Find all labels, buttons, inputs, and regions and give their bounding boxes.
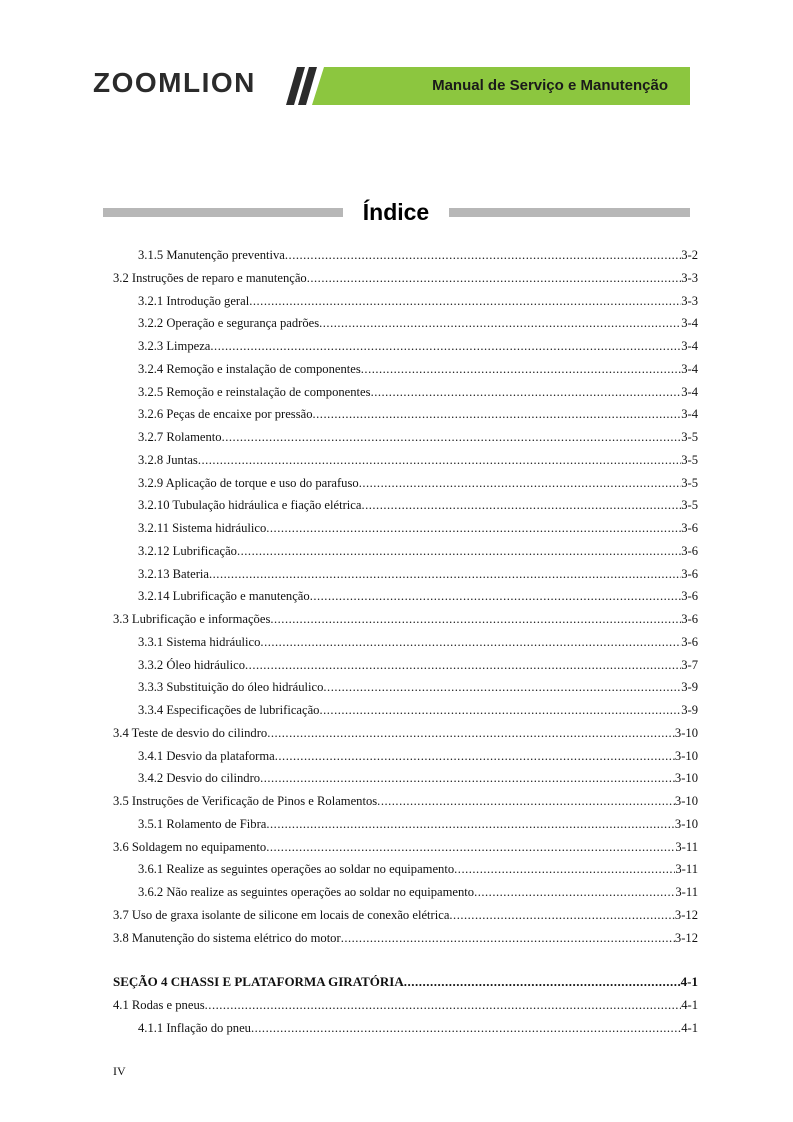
- toc-leader-dots: [205, 994, 682, 1017]
- toc-leader-dots: [319, 699, 681, 722]
- toc-leader-dots: [361, 494, 681, 517]
- toc-entry-page: 3-6: [681, 566, 698, 581]
- toc-entry-label: 3.2.9 Aplicação de torque e uso do parafuso: [138, 475, 359, 490]
- toc-entry[interactable]: [113, 858, 698, 881]
- toc-leader-dots: [245, 654, 681, 677]
- toc-leader-dots: [361, 358, 681, 381]
- toc-leader-dots: [285, 244, 681, 267]
- toc-entry-page: 3-9: [681, 680, 698, 695]
- toc-entry-page: 3-5: [681, 498, 698, 513]
- toc-entry-label: 3.1.5 Manutenção preventiva: [138, 248, 285, 262]
- toc-entry[interactable]: [113, 244, 698, 267]
- toc-entry[interactable]: [113, 631, 698, 654]
- toc-leader-dots: [275, 745, 675, 768]
- toc-entry[interactable]: [113, 676, 698, 699]
- toc-leader-dots: [222, 426, 682, 449]
- toc-leader-dots: [266, 517, 681, 540]
- toc-entry-page: 3-9: [681, 703, 698, 717]
- toc-entry[interactable]: [113, 472, 698, 495]
- toc-entry[interactable]: [113, 971, 698, 994]
- toc-entry-label: 3.2 Instruções de reparo e manutenção: [113, 270, 307, 285]
- heading-rule-right: [449, 208, 690, 217]
- toc-entry-page: 3-5: [681, 430, 698, 444]
- toc-leader-dots: [260, 631, 681, 654]
- toc-entry[interactable]: [113, 699, 698, 722]
- toc-entry-label: 3.3.2 Óleo hidráulico: [138, 657, 246, 672]
- toc-entry-label: 3.2.6 Peças de encaixe por pressão: [138, 407, 313, 422]
- toc-entry-label: 3.2.4 Remoção e instalação de componentes: [138, 361, 361, 376]
- toc-entry[interactable]: [113, 722, 698, 745]
- toc-entry-label: 4.1.1 Inflação do pneu: [138, 1020, 251, 1035]
- toc-entry-page: 3-12: [674, 907, 698, 922]
- toc-entry-page: 3-10: [674, 816, 698, 831]
- toc-entry-page: 4-1: [681, 998, 698, 1012]
- toc-leader-dots: [319, 312, 681, 335]
- page-number: IV: [113, 1064, 126, 1078]
- page-title: Índice: [362, 199, 430, 225]
- toc-entry[interactable]: [113, 836, 698, 859]
- toc-entry[interactable]: [113, 358, 698, 381]
- toc-entry-label: 3.2.5 Remoção e reinstalação de componentes: [138, 384, 371, 399]
- toc-leader-dots: [209, 563, 681, 586]
- table-of-contents: [113, 244, 698, 1040]
- toc-entry-page: 3-6: [681, 543, 698, 558]
- toc-entry-label: 3.3.4 Especificações de lubrificação: [138, 703, 320, 717]
- toc-entry-label: 3.5 Instruções de Verificação de Pinos e Rolamentos: [113, 794, 378, 808]
- toc-entry[interactable]: [113, 585, 698, 608]
- toc-entry-label: 3.2.13 Bateria: [138, 566, 209, 581]
- toc-entry-page: 3-4: [681, 361, 698, 376]
- toc-entry-label: 3.3.3 Substituição do óleo hidráulico: [138, 680, 324, 695]
- toc-entry-page: 3-3: [681, 293, 698, 308]
- toc-entry[interactable]: [113, 904, 698, 927]
- toc-entry[interactable]: [113, 767, 698, 790]
- manual-title: Manual de Serviço e Manutenção: [432, 77, 668, 94]
- toc-entry-label: 3.2.14 Lubrificação e manutenção: [138, 589, 310, 604]
- toc-leader-dots: [210, 335, 681, 358]
- toc-entry[interactable]: [113, 540, 698, 563]
- toc-entry[interactable]: [113, 312, 698, 335]
- toc-leader-dots: [454, 858, 675, 881]
- toc-entry[interactable]: [113, 994, 698, 1017]
- toc-leader-dots: [251, 1017, 681, 1040]
- toc-entry[interactable]: [113, 267, 698, 290]
- toc-entry[interactable]: [113, 403, 698, 426]
- toc-leader-dots: [307, 267, 681, 290]
- toc-leader-dots: [310, 585, 682, 608]
- toc-entry-page: 3-6: [681, 612, 698, 626]
- toc-entry-page: 3-10: [674, 748, 698, 763]
- zoomlion-logo: ZOOMLION: [93, 67, 256, 98]
- toc-entry-label: 3.4.2 Desvio do cilindro: [138, 771, 261, 786]
- toc-entry[interactable]: [113, 745, 698, 768]
- toc-entry[interactable]: [113, 813, 698, 836]
- toc-entry-page: 3-11: [675, 862, 698, 877]
- toc-entry[interactable]: [113, 881, 698, 904]
- toc-entry-label: 3.2.2 Operação e segurança padrões: [138, 316, 320, 331]
- toc-entry-label: 3.2.3 Limpeza: [138, 339, 211, 353]
- toc-leader-dots: [313, 403, 682, 426]
- toc-entry-page: 3-12: [674, 930, 698, 945]
- toc-entry[interactable]: [113, 426, 698, 449]
- toc-entry[interactable]: [113, 563, 698, 586]
- toc-leader-dots: [266, 813, 675, 836]
- toc-entry[interactable]: [113, 381, 698, 404]
- toc-entry-label: 3.2.7 Rolamento: [138, 430, 222, 444]
- toc-leader-dots: [267, 722, 675, 745]
- toc-entry-label: 3.4 Teste de desvio do cilindro: [113, 725, 268, 740]
- toc-entry[interactable]: [113, 335, 698, 358]
- toc-entry-page: 3-10: [674, 794, 698, 808]
- toc-entry-label: 3.3 Lubrificação e informações: [113, 612, 271, 626]
- toc-entry[interactable]: [113, 1017, 698, 1040]
- page-header: [90, 67, 690, 105]
- toc-entry-page: 3-2: [681, 248, 698, 262]
- index-heading: [103, 198, 690, 228]
- toc-entry-label: 3.2.12 Lubrificação: [138, 543, 237, 558]
- toc-entry-label: 3.8 Manutenção do sistema elétrico do motor: [113, 930, 341, 945]
- toc-entry-label: 3.6.2 Não realize as seguintes operações ao soldar no equipamento: [138, 885, 475, 899]
- toc-leader-dots: [359, 472, 682, 495]
- toc-entry-label: SEÇÃO 4 CHASSI E PLATAFORMA GIRATÓRIA: [113, 974, 404, 990]
- toc-leader-dots: [474, 881, 675, 904]
- toc-entry[interactable]: [113, 517, 698, 540]
- toc-entry[interactable]: [113, 790, 698, 813]
- toc-leader-dots: [449, 904, 675, 927]
- toc-entry[interactable]: [113, 449, 698, 472]
- toc-leader-dots: [371, 381, 682, 404]
- heading-rule-left: [103, 208, 343, 217]
- toc-entry-page: 3-4: [681, 384, 698, 399]
- toc-entry-page: 3-10: [674, 725, 698, 740]
- toc-entry[interactable]: [113, 927, 698, 950]
- toc-entry-page: 3-6: [681, 589, 698, 604]
- toc-entry-page: 3-11: [675, 839, 698, 854]
- toc-entry-label: 3.2.10 Tubulação hidráulica e fiação elétrica: [138, 498, 362, 513]
- toc-leader-dots: [323, 676, 681, 699]
- toc-entry-label: 3.2.1 Introdução geral: [138, 293, 250, 308]
- toc-entry-label: 3.2.11 Sistema hidráulico: [138, 521, 267, 535]
- toc-leader-dots: [198, 449, 681, 472]
- toc-entry-label: 3.5.1 Rolamento de Fibra: [138, 816, 267, 831]
- toc-leader-dots: [404, 971, 681, 994]
- toc-entry[interactable]: [113, 654, 698, 677]
- toc-entry-label: 4.1 Rodas e pneus: [113, 998, 205, 1012]
- toc-entry-label: 3.6 Soldagem no equipamento: [113, 839, 267, 854]
- toc-entry[interactable]: [113, 290, 698, 313]
- toc-entry-page: 3-5: [681, 475, 698, 490]
- toc-entry-page: 3-6: [681, 634, 698, 649]
- toc-entry[interactable]: [113, 608, 698, 631]
- toc-leader-dots: [237, 540, 681, 563]
- toc-entry-label: 3.6.1 Realize as seguintes operações ao soldar no equipamento: [138, 862, 455, 877]
- toc-entry-page: 3-11: [675, 885, 698, 899]
- toc-leader-dots: [270, 608, 681, 631]
- toc-entry-page: 3-5: [681, 452, 698, 467]
- toc-leader-dots: [260, 767, 675, 790]
- toc-entry-label: 3.4.1 Desvio da plataforma: [138, 748, 275, 763]
- toc-entry-page: 3-4: [681, 339, 698, 353]
- toc-entry-page: 3-7: [681, 657, 698, 672]
- toc-leader-dots: [249, 290, 681, 313]
- toc-leader-dots: [377, 790, 675, 813]
- toc-leader-dots: [266, 836, 675, 859]
- toc-entry-page: 4-1: [680, 974, 698, 990]
- toc-entry-page: 4-1: [681, 1020, 698, 1035]
- toc-entry-page: 3-10: [674, 771, 698, 786]
- toc-entry-label: 3.7 Uso de graxa isolante de silicone em locais de conexão elétrica: [113, 907, 450, 922]
- toc-entry[interactable]: [113, 494, 698, 517]
- toc-entry-label: 3.2.8 Juntas: [138, 452, 198, 467]
- toc-entry-label: 3.3.1 Sistema hidráulico: [138, 634, 261, 649]
- toc-entry-page: 3-3: [681, 270, 698, 285]
- toc-entry-page: 3-4: [681, 316, 698, 331]
- toc-leader-dots: [341, 927, 675, 950]
- toc-entry-page: 3-6: [681, 521, 698, 535]
- toc-entry-page: 3-4: [681, 407, 698, 422]
